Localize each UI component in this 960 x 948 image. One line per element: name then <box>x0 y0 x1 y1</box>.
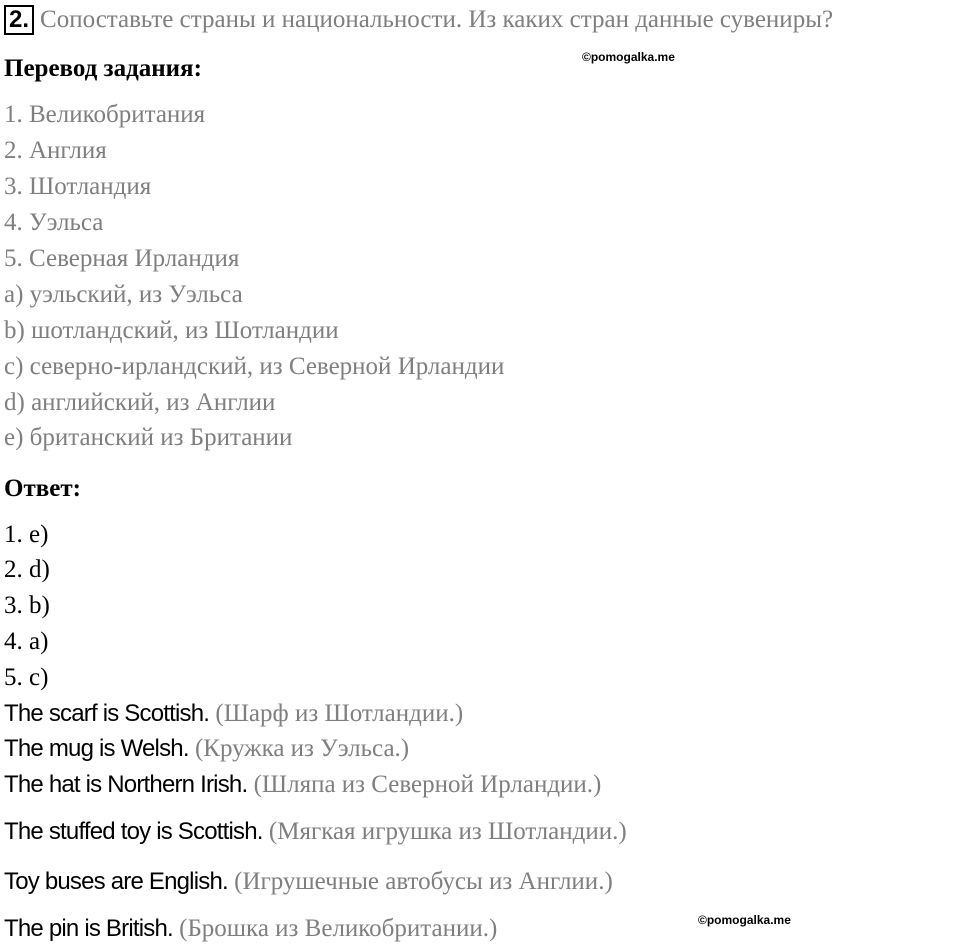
sentence-english: Toy buses are English. <box>4 868 228 895</box>
task-header <box>4 2 833 38</box>
answer-sentence <box>4 770 601 800</box>
answer-sentence <box>4 867 613 897</box>
watermark-top: ©pomogalka.me <box>582 50 675 64</box>
answer-match: 1. e) <box>4 521 49 548</box>
sentence-english: The stuffed toy is Scottish. <box>4 818 263 845</box>
answer-sentence <box>4 734 409 764</box>
translation-item: c) северно-ирландский, из Северной Ирландии <box>4 353 505 380</box>
sentence-russian: (Брошка из Великобритании.) <box>179 915 498 942</box>
translation-title: Перевод задания: <box>4 55 202 82</box>
sentence-russian: (Шарф из Шотландии.) <box>215 700 464 727</box>
watermark-bottom: ©pomogalka.me <box>698 913 791 927</box>
translation-item: b) шотландский, из Шотландии <box>4 317 339 344</box>
sentence-english: The mug is Welsh. <box>4 735 189 762</box>
answer-sentence <box>4 914 497 944</box>
translation-item: 5. Северная Ирландия <box>4 245 240 272</box>
sentence-english: The scarf is Scottish. <box>4 700 210 727</box>
answer-match: 3. b) <box>4 592 50 619</box>
answer-sentence <box>4 817 627 847</box>
sentence-russian: (Мягкая игрушка из Шотландии.) <box>268 818 627 845</box>
answer-sentence <box>4 699 463 729</box>
translation-item: e) британский из Британии <box>4 424 293 451</box>
answer-match: 5. c) <box>4 664 49 691</box>
translation-item: d) английский, из Англии <box>4 389 276 416</box>
sentence-english: The hat is Northern Irish. <box>4 771 248 798</box>
translation-item: a) уэльский, из Уэльса <box>4 281 243 308</box>
translation-item: 2. Англия <box>4 137 107 164</box>
sentence-russian: (Шляпа из Северной Ирландии.) <box>253 771 602 798</box>
answer-title: Ответ: <box>4 475 81 502</box>
task-text: Сопоставьте страны и национальности. Из каких стран данные сувениры? <box>40 6 834 33</box>
translation-item: 1. Великобритания <box>4 101 206 128</box>
answer-match: 2. d) <box>4 556 50 583</box>
sentence-english: The pin is British. <box>4 915 173 942</box>
answer-match: 4. a) <box>4 628 49 655</box>
sentence-russian: (Игрушечные автобусы из Англии.) <box>234 868 613 895</box>
translation-item: 4. Уэльса <box>4 209 104 236</box>
translation-item: 3. Шотландия <box>4 173 152 200</box>
task-number: 2. <box>4 5 34 35</box>
sentence-russian: (Кружка из Уэльса.) <box>194 735 410 762</box>
